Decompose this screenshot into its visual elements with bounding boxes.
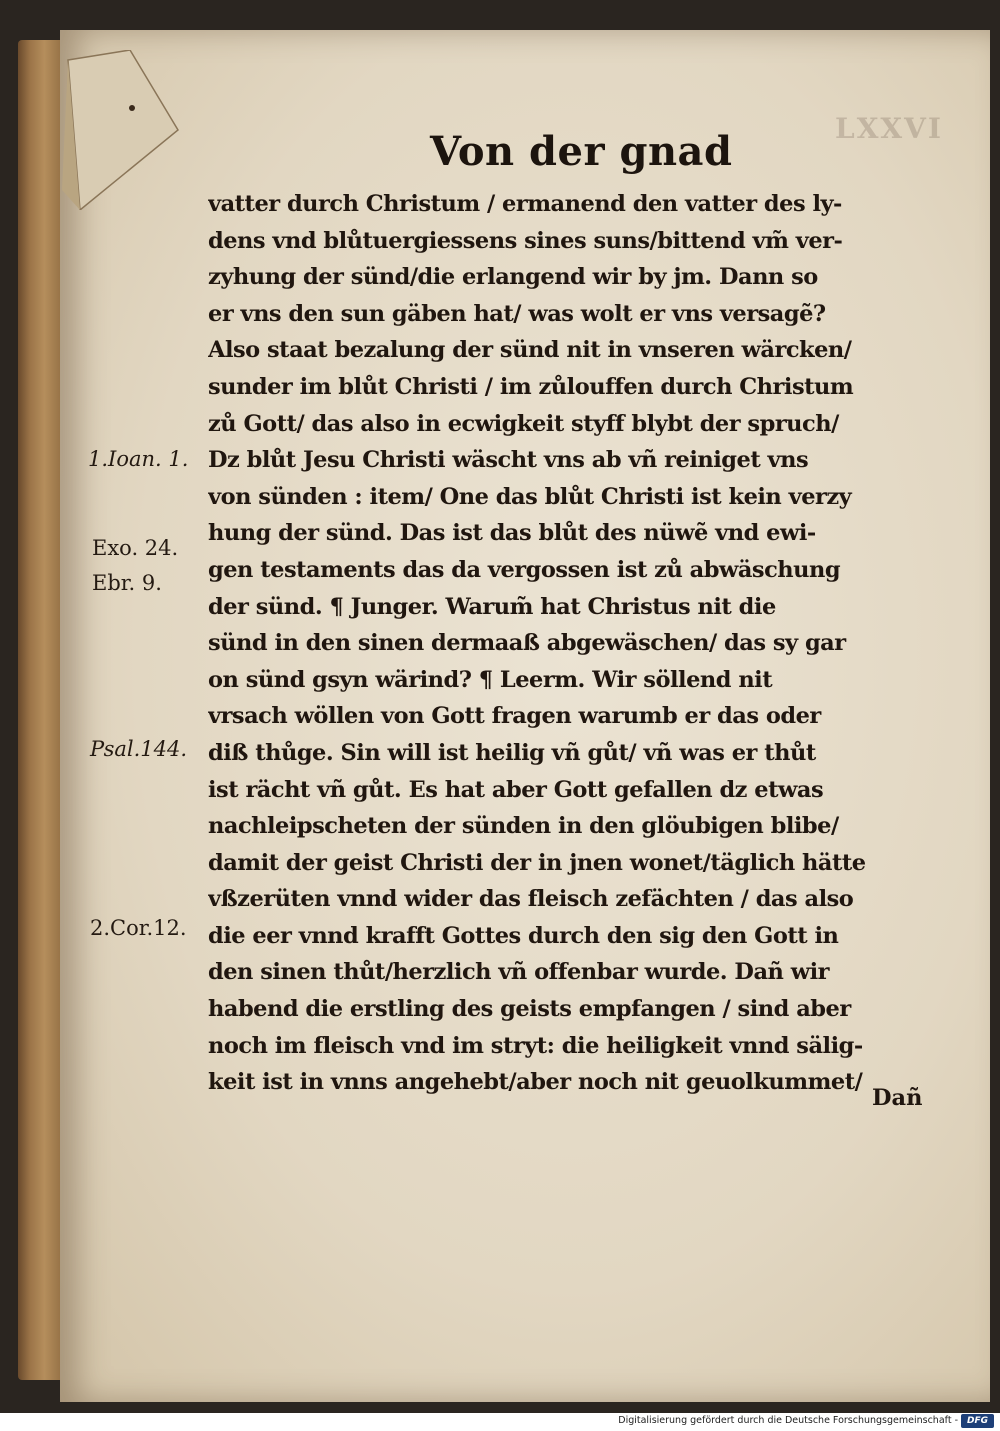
text-line: on sünd gsyn wärind? ¶ Leerm. Wir söllend nit	[208, 666, 773, 693]
text-line: nachleipscheten der sünden in den glöubigen blibe/	[208, 813, 839, 840]
text-line: vatter durch Christum / ermanend den vatter des ly-	[208, 191, 842, 217]
text-line: Dz blůt Jesu Christi wäscht vns ab vñ reiniget vns	[208, 447, 809, 474]
margin-note: 1.Ioan. 1.	[88, 447, 189, 471]
text-line: diß thůge. Sin will ist heilig vñ gůt/ vñ was er thůt	[208, 739, 816, 766]
text-line: hung der sünd. Das ist das blůt des nüwẽ vnd ewi-	[208, 520, 816, 547]
text-line: vßzerüten vnnd wider das fleisch zefächten / das also	[208, 886, 854, 913]
text-line: sünd in den sinen dermaaß abgewäschen/ das sy gar	[208, 630, 846, 657]
margin-note: Psal.144.	[90, 737, 188, 761]
funding-notice: Digitalisierung gefördert durch die Deutsche Forschungsgemeinschaft -	[618, 1415, 958, 1426]
body-text	[208, 186, 933, 1101]
text-line: habend die erstling des geists empfangen / sind aber	[208, 996, 851, 1023]
margin-note: Exo. 24.	[92, 536, 179, 560]
text-line: die eer vnnd krafft Gottes durch den sig den Gott in	[208, 922, 839, 949]
text-line: der sünd. ¶ Junger. Warum̃ hat Christus nit die	[208, 593, 776, 620]
text-line: er vns den sun gäben hat/ was wolt er vns versagẽ?	[208, 300, 826, 327]
text-line: zyhung der sünd/die erlangend wir by jm. Dann so	[208, 264, 818, 291]
margin-note: Ebr. 9.	[92, 571, 162, 595]
dfg-logo: DFG	[961, 1414, 994, 1428]
footer-bar	[0, 1413, 1000, 1431]
text-line: noch im fleisch vnd im stryt: die heiligkeit vnnd sälig-	[208, 1032, 863, 1059]
text-line: Also staat bezalung der sünd nit in vnseren wärcken/	[208, 337, 852, 364]
faded-folio-number: LXXVI	[835, 112, 943, 145]
text-line: zů Gott/ das also in ecwigkeit styff blybt der spruch/	[208, 410, 839, 437]
text-line: von sünden : item/ One das blůt Christi ist kein verzy	[208, 483, 852, 510]
text-line: keit ist in vnns angehebt/aber noch nit geuolkummet/	[208, 1069, 863, 1096]
folded-corner	[60, 50, 180, 210]
text-line: vrsach wöllen von Gott fragen warumb er das oder	[208, 703, 821, 730]
text-line: sunder im blůt Christi / im zůlouffen durch Christum	[208, 373, 854, 400]
text-line: den sinen thůt/herzlich vñ offenbar wurde. Dañ wir	[208, 959, 829, 986]
running-head: Von der gnad	[430, 128, 733, 175]
text-line: gen testaments das da vergossen ist zů abwäschung	[208, 556, 841, 583]
book-fore-edge	[18, 40, 66, 1380]
text-line: ist rächt vñ gůt. Es hat aber Gott gefallen dz etwas	[208, 776, 824, 803]
text-line: dens vnd blůtuergiessens sines suns/bittend vm̃ ver-	[208, 227, 843, 254]
text-line: damit der geist Christi der in jnen wonet/täglich hätte	[208, 849, 866, 876]
margin-note: 2.Cor.12.	[90, 916, 187, 940]
catchword: Dañ	[872, 1085, 923, 1111]
